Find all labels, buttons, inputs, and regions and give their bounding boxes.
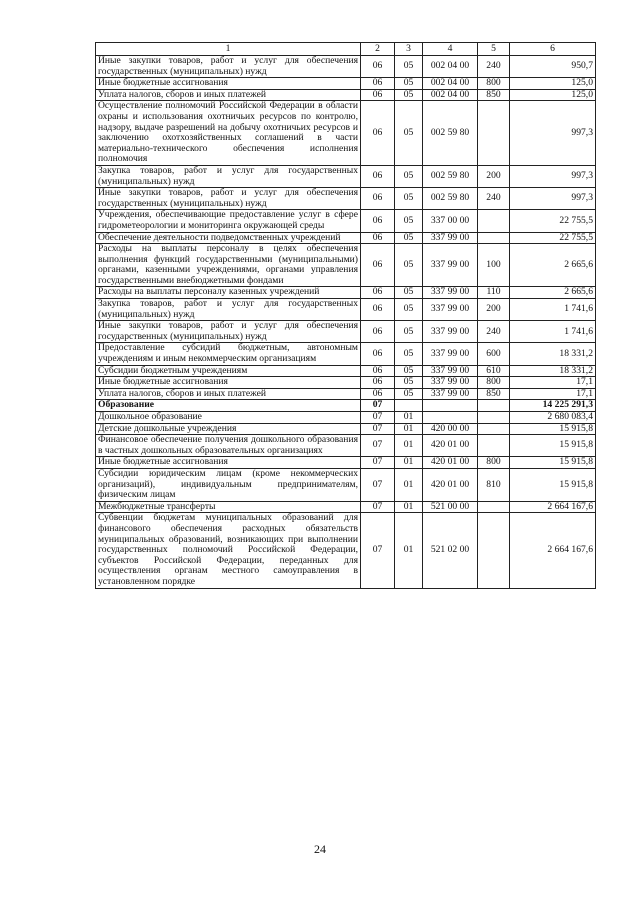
table-row (96, 56, 596, 78)
row-amount: 17,1 (510, 377, 596, 389)
row-section: 06 (361, 377, 395, 389)
row-target-code (423, 400, 478, 412)
table-row (96, 89, 596, 101)
row-name: Уплата налогов, сборов и иных платежей (96, 388, 361, 400)
row-expense-type (478, 513, 510, 588)
row-target-code: 420 01 00 (423, 435, 478, 457)
row-name: Уплата налогов, сборов и иных платежей (96, 89, 361, 101)
row-subsection: 01 (395, 423, 423, 435)
row-target-code: 337 99 00 (423, 244, 478, 287)
row-subsection: 05 (395, 165, 423, 187)
table-row (96, 101, 596, 166)
row-name: Детские дошкольные учреждения (96, 423, 361, 435)
row-target-code: 337 99 00 (423, 343, 478, 365)
row-target-code: 002 59 80 (423, 101, 478, 166)
row-subsection: 05 (395, 388, 423, 400)
table-row (96, 388, 596, 400)
table-header-row (96, 43, 596, 56)
row-section: 07 (361, 501, 395, 513)
row-target-code: 337 99 00 (423, 388, 478, 400)
header-col-3: 3 (395, 43, 423, 56)
row-target-code: 002 04 00 (423, 89, 478, 101)
row-expense-type (478, 501, 510, 513)
row-section: 06 (361, 78, 395, 90)
row-expense-type: 100 (478, 244, 510, 287)
table-row (96, 377, 596, 389)
row-expense-type: 800 (478, 377, 510, 389)
row-expense-type (478, 412, 510, 424)
row-target-code: 420 01 00 (423, 457, 478, 469)
row-amount: 15 915,8 (510, 468, 596, 501)
row-section: 06 (361, 165, 395, 187)
row-expense-type: 800 (478, 78, 510, 90)
row-name: Субсидии юридическим лицам (кроме некоммерческих организаций), индивидуальным предпринимателям, физическим лицам (96, 468, 361, 501)
table-row (96, 210, 596, 232)
row-amount: 2 664 167,6 (510, 513, 596, 588)
row-expense-type: 240 (478, 188, 510, 210)
row-section: 06 (361, 188, 395, 210)
row-name: Иные бюджетные ассигнования (96, 78, 361, 90)
row-expense-type: 610 (478, 365, 510, 377)
row-amount: 22 755,5 (510, 232, 596, 244)
table-row (96, 78, 596, 90)
row-subsection: 05 (395, 321, 423, 343)
row-subsection: 01 (395, 435, 423, 457)
row-target-code: 521 02 00 (423, 513, 478, 588)
row-target-code: 002 59 80 (423, 165, 478, 187)
row-name: Предоставление субсидий бюджетным, автономным учреждениям и иным некоммерческим организациям (96, 343, 361, 365)
row-subsection: 01 (395, 513, 423, 588)
table-row (96, 365, 596, 377)
row-target-code: 337 99 00 (423, 377, 478, 389)
row-subsection: 05 (395, 299, 423, 321)
row-subsection: 05 (395, 188, 423, 210)
row-target-code: 337 99 00 (423, 232, 478, 244)
row-target-code: 521 00 00 (423, 501, 478, 513)
row-target-code: 337 99 00 (423, 299, 478, 321)
row-expense-type: 810 (478, 468, 510, 501)
row-expense-type: 240 (478, 321, 510, 343)
row-target-code: 337 99 00 (423, 321, 478, 343)
row-subsection: 01 (395, 501, 423, 513)
header-col-4: 4 (423, 43, 478, 56)
row-name: Субсидии бюджетным учреждениям (96, 365, 361, 377)
row-name: Иные закупки товаров, работ и услуг для обеспечения государственных (муниципальных) нужд (96, 188, 361, 210)
row-name: Межбюджетные трансферты (96, 501, 361, 513)
table-body (96, 56, 596, 589)
row-amount: 22 755,5 (510, 210, 596, 232)
row-expense-type: 240 (478, 56, 510, 78)
table-row (96, 232, 596, 244)
table-row (96, 287, 596, 299)
row-name: Дошкольное образование (96, 412, 361, 424)
row-section: 06 (361, 210, 395, 232)
table-row (96, 165, 596, 187)
header-col-6: 6 (510, 43, 596, 56)
row-section: 06 (361, 244, 395, 287)
row-target-code: 337 99 00 (423, 365, 478, 377)
row-section: 06 (361, 101, 395, 166)
header-col-1: 1 (96, 43, 361, 56)
row-section: 06 (361, 388, 395, 400)
row-amount: 950,7 (510, 56, 596, 78)
row-section: 07 (361, 423, 395, 435)
table-row (96, 513, 596, 588)
row-amount: 125,0 (510, 78, 596, 90)
table-row (96, 244, 596, 287)
table-row (96, 457, 596, 469)
row-target-code: 002 04 00 (423, 56, 478, 78)
row-target-code: 002 59 80 (423, 188, 478, 210)
row-subsection: 05 (395, 56, 423, 78)
row-section: 06 (361, 89, 395, 101)
table-row (96, 400, 596, 412)
row-name: Расходы на выплаты персоналу казенных учреждений (96, 287, 361, 299)
row-amount: 2 665,6 (510, 287, 596, 299)
row-section: 06 (361, 299, 395, 321)
page-number: 24 (314, 842, 326, 856)
row-section: 07 (361, 468, 395, 501)
row-expense-type: 110 (478, 287, 510, 299)
row-expense-type (478, 400, 510, 412)
row-subsection: 05 (395, 365, 423, 377)
row-expense-type (478, 435, 510, 457)
row-section: 06 (361, 56, 395, 78)
row-amount: 18 331,2 (510, 365, 596, 377)
header-col-2: 2 (361, 43, 395, 56)
row-section: 06 (361, 321, 395, 343)
row-subsection: 05 (395, 210, 423, 232)
row-section: 06 (361, 232, 395, 244)
row-expense-type: 850 (478, 388, 510, 400)
row-expense-type: 200 (478, 165, 510, 187)
row-expense-type: 600 (478, 343, 510, 365)
row-amount: 2 680 083,4 (510, 412, 596, 424)
row-target-code: 420 00 00 (423, 423, 478, 435)
row-name: Обеспечение деятельности подведомственных учреждений (96, 232, 361, 244)
row-subsection: 05 (395, 343, 423, 365)
row-amount: 997,3 (510, 165, 596, 187)
budget-table (95, 42, 596, 589)
row-section: 07 (361, 435, 395, 457)
row-section: 07 (361, 513, 395, 588)
row-expense-type (478, 423, 510, 435)
row-expense-type (478, 101, 510, 166)
row-expense-type: 800 (478, 457, 510, 469)
row-section: 06 (361, 287, 395, 299)
row-amount: 17,1 (510, 388, 596, 400)
row-subsection (395, 400, 423, 412)
table-row (96, 501, 596, 513)
row-amount: 14 225 291,3 (510, 400, 596, 412)
table-row (96, 343, 596, 365)
row-target-code (423, 412, 478, 424)
row-amount: 18 331,2 (510, 343, 596, 365)
row-expense-type (478, 232, 510, 244)
row-name: Финансовое обеспечение получения дошкольного образования в частных дошкольных образовательных организациях (96, 435, 361, 457)
header-col-5: 5 (478, 43, 510, 56)
table-row (96, 412, 596, 424)
row-expense-type: 850 (478, 89, 510, 101)
row-subsection: 05 (395, 244, 423, 287)
row-subsection: 05 (395, 232, 423, 244)
table-row (96, 435, 596, 457)
row-amount: 15 915,8 (510, 435, 596, 457)
row-amount: 15 915,8 (510, 423, 596, 435)
row-name: Учреждения, обеспечивающие предоставление услуг в сфере гидрометеорологии и мониторинга окружающей среды (96, 210, 361, 232)
row-name: Расходы на выплаты персоналу в целях обеспечения выполнения функций государственными (муниципальными) органами, казенными учреждениями, органами управления государственными внебюджетными фондами (96, 244, 361, 287)
row-amount: 15 915,8 (510, 457, 596, 469)
row-subsection: 05 (395, 377, 423, 389)
table-row (96, 423, 596, 435)
row-subsection: 01 (395, 412, 423, 424)
row-name: Закупка товаров, работ и услуг для государственных (муниципальных) нужд (96, 165, 361, 187)
row-subsection: 05 (395, 101, 423, 166)
row-subsection: 05 (395, 89, 423, 101)
table-row (96, 299, 596, 321)
row-expense-type (478, 210, 510, 232)
row-subsection: 05 (395, 78, 423, 90)
row-amount: 1 741,6 (510, 299, 596, 321)
row-target-code: 337 00 00 (423, 210, 478, 232)
row-name: Иные бюджетные ассигнования (96, 457, 361, 469)
row-name: Закупка товаров, работ и услуг для государственных (муниципальных) нужд (96, 299, 361, 321)
row-name: Иные бюджетные ассигнования (96, 377, 361, 389)
table-row (96, 468, 596, 501)
row-section: 07 (361, 400, 395, 412)
row-name: Субвенции бюджетам муниципальных образований для финансового обеспечения расходных обязательств муниципальных образований, возникающих при выполнении государственных полномочий Российской Федерации, субъектов Российской Федерации, переданных для осуществления органам местного самоуправления в установленном порядке (96, 513, 361, 588)
row-amount: 2 665,6 (510, 244, 596, 287)
row-amount: 997,3 (510, 188, 596, 210)
row-section: 06 (361, 365, 395, 377)
row-subsection: 05 (395, 287, 423, 299)
row-amount: 2 664 167,6 (510, 501, 596, 513)
table-row (96, 321, 596, 343)
row-name: Иные закупки товаров, работ и услуг для обеспечения государственных (муниципальных) нужд (96, 321, 361, 343)
row-amount: 125,0 (510, 89, 596, 101)
table-row (96, 188, 596, 210)
row-name: Образование (96, 400, 361, 412)
row-target-code: 420 01 00 (423, 468, 478, 501)
row-amount: 997,3 (510, 101, 596, 166)
row-name: Осуществление полномочий Российской Федерации в области охраны и использования охотничьих ресурсов по контролю, надзору, выдаче разрешений на добычу охотничьих ресурсов и заключению охотхозяйственных соглашений в части материально-технического обеспечения исполнения полномочия (96, 101, 361, 166)
row-expense-type: 200 (478, 299, 510, 321)
row-target-code: 002 04 00 (423, 78, 478, 90)
row-subsection: 01 (395, 457, 423, 469)
row-amount: 1 741,6 (510, 321, 596, 343)
row-section: 07 (361, 457, 395, 469)
row-section: 07 (361, 412, 395, 424)
row-target-code: 337 99 00 (423, 287, 478, 299)
row-name: Иные закупки товаров, работ и услуг для обеспечения государственных (муниципальных) нужд (96, 56, 361, 78)
row-section: 06 (361, 343, 395, 365)
row-subsection: 01 (395, 468, 423, 501)
